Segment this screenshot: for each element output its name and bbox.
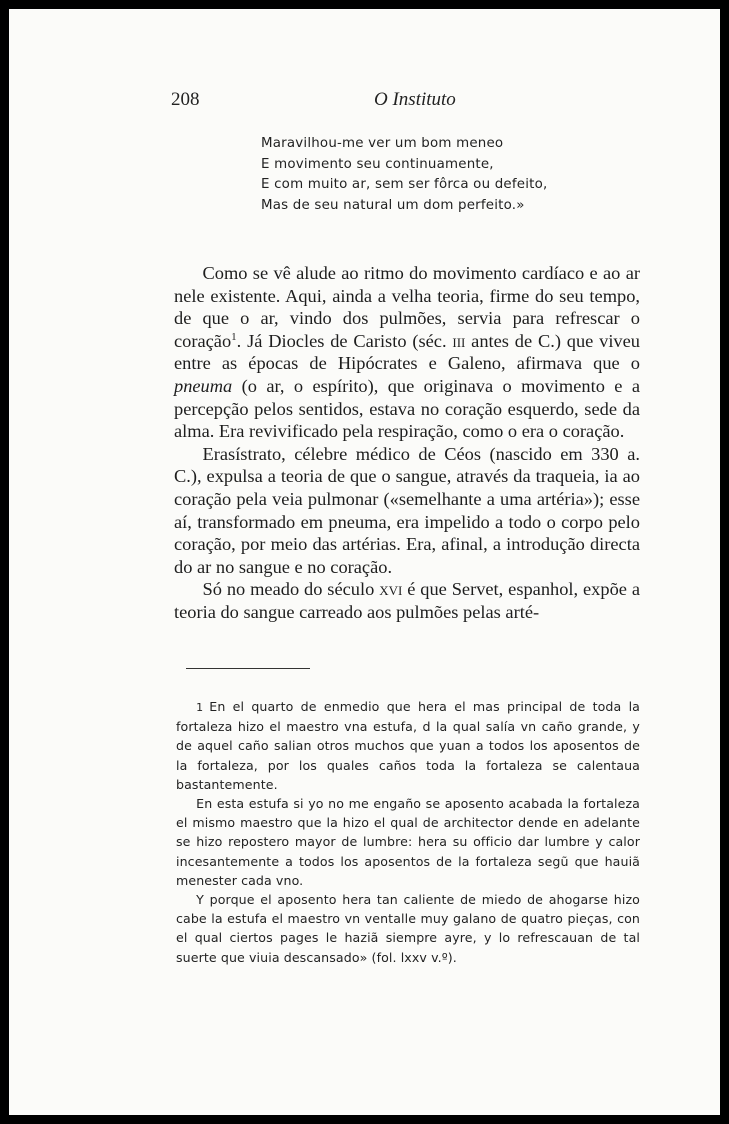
- footnote-mark: 1: [196, 701, 204, 714]
- book-page: [9, 9, 720, 1115]
- verse-quotation: [261, 134, 547, 216]
- verse-line: Mas de seu natural um dom perfeito.»: [261, 197, 525, 213]
- footnotes: [176, 697, 640, 967]
- running-title: O Instituto: [374, 89, 456, 110]
- footnote-paragraph: Y porque el aposento hera tan caliente de miedo de ahogarse hizo cabe la estufa el maestro vn ventalle muy galano de quatro pieças, con el qual ciertos pages le haziã siempre ayre, y lo refrescauan de tal suerte que viuia descansado» (fol. lxxv v.º).: [176, 892, 640, 965]
- emphasis-pneuma: pneuma: [174, 375, 233, 396]
- footnote-paragraph: 1 En el quarto de enmedio que hera el mas principal de toda la fortaleza hizo el maestro vna estufa, d la qual salía vn caño grande, y de aquel caño salian otros muchos que yuan a todos los aposentos de la fortaleza, por los quales caños toda la fortaleza se calentaua bastantemente.: [176, 699, 640, 792]
- verse-line: E com muito ar, sem ser fôrca ou defeito,: [261, 177, 548, 192]
- paragraph-2: Erasístrato, célebre médico de Céos (nascido em 330 a. C.), expulsa a teoria de que o sangue, através da traqueia, ia ao coração pela veia pulmonar («semelhante a uma artéria»); esse aí, transformado em pneuma, era impelido a todo o corpo pelo coração, por meio das artérias. Era, afinal, a introdução directa do ar no sangue e no coração.: [174, 443, 640, 577]
- footnote-separator: [186, 668, 310, 669]
- footnote-reference[interactable]: 1: [231, 330, 237, 343]
- verse-line: E movimento seu continuamente,: [261, 156, 494, 172]
- verse-line: Maravilhou-me ver um bom meneo: [261, 136, 504, 151]
- page-header: [171, 89, 571, 113]
- paragraph-3: Só no meado do século xvi é que Servet, espanhol, expõe a teoria do sangue carreado aos pulmões pelas arté-: [174, 579, 640, 622]
- body-text: [174, 262, 640, 624]
- footnote-paragraph: En esta estufa si yo no me engaño se aposento acabada la fortaleza el mismo maestro que la hizo el qual de architector dende en adelante se hizo repostero mayor de lumbre: hera su officio dar lumbre y calor incesantemente a todos los aposentos de la fortaleza segũ que hauiã menester cada vno.: [176, 796, 640, 888]
- page-number: 208: [171, 89, 200, 110]
- paragraph-1: Como se vê alude ao ritmo do movimento cardíaco e ao ar nele existente. Aqui, ainda a velha teoria, firme do seu tempo, de que o ar, vindo dos pulmões, servia para refrescar o coração$^1$. Já Diocles de Caristo (séc. iii antes de C.) que viveu entre as épocas de Hipócrates e Galeno, afirmava que o pneuma (o ar, o espírito), que originava o movimento e a percepção pelos sentidos, estava no coração esquerdo, sede da alma. Era revivificado pela respiração, como o era o coração.: [174, 263, 640, 442]
